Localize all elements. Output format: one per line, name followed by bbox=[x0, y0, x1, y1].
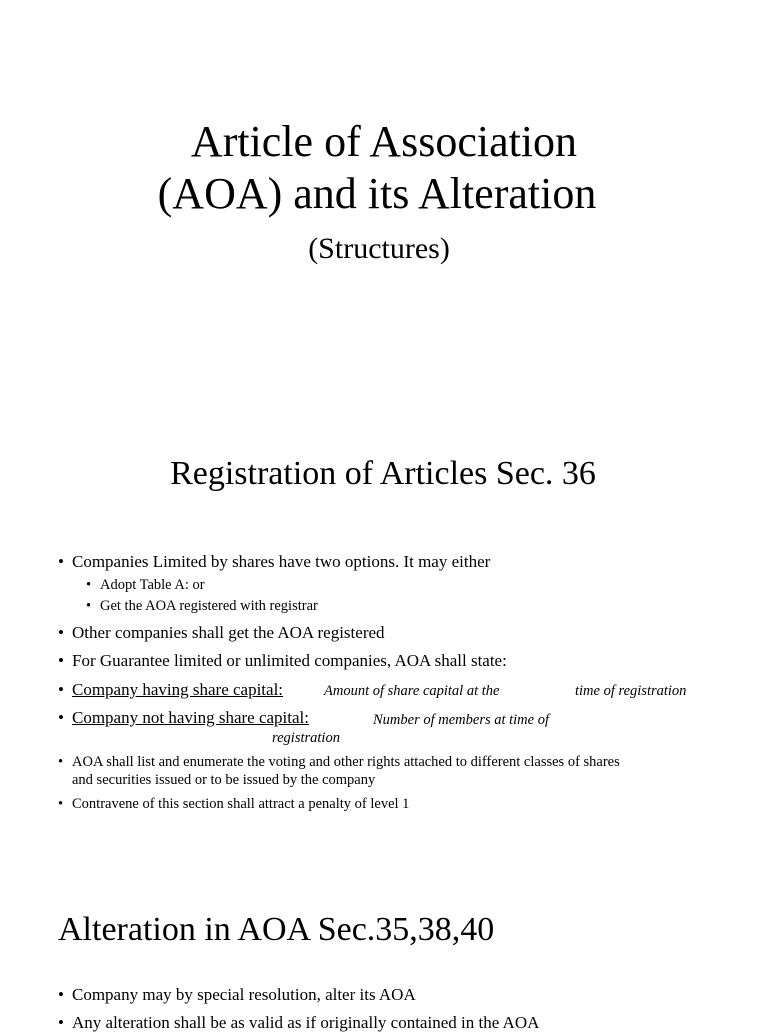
bullet-text: Get the AOA registered with registrar bbox=[100, 598, 318, 614]
bullet-label: Company having share capital: bbox=[72, 680, 284, 699]
alteration-title: Alteration in AOA Sec.35,38,40 bbox=[58, 911, 495, 948]
bullet-icon: • bbox=[58, 708, 64, 727]
bullet-value: Amount of share capital at the bbox=[324, 683, 500, 699]
bullet-icon: • bbox=[58, 985, 64, 1004]
bullet-icon: • bbox=[58, 680, 64, 699]
bullet-text: Company may by special resolution, alter its AOA bbox=[72, 985, 416, 1004]
bullet-text: and securities issued or to be issued by the company bbox=[72, 772, 376, 788]
bullet-value: time of registration bbox=[575, 683, 687, 699]
bullet-value: Number of members at time of bbox=[373, 712, 549, 728]
title-slide bbox=[0, 0, 768, 430]
bullet-label: Company not having share capital: bbox=[72, 708, 309, 727]
title-line-2: (AOA) and its Alteration bbox=[157, 169, 597, 218]
bullet-icon: • bbox=[58, 796, 64, 812]
bullet-text: Any alteration shall be as valid as if originally contained in the AOA bbox=[72, 1013, 540, 1032]
bullet-icon: • bbox=[58, 651, 64, 670]
bullet-icon: • bbox=[86, 598, 92, 614]
bullet-text: AOA shall list and enumerate the voting and other rights attached to different classes of shares bbox=[72, 754, 620, 770]
bullet-icon: • bbox=[86, 577, 92, 593]
title-subtitle: (Structures) bbox=[308, 232, 450, 265]
bullet-icon: • bbox=[58, 623, 64, 642]
bullet-value: registration bbox=[272, 730, 340, 746]
bullet-icon: • bbox=[58, 754, 64, 770]
bullet-text: Contravene of this section shall attract a penalty of level 1 bbox=[72, 796, 410, 812]
registration-title: Registration of Articles Sec. 36 bbox=[170, 455, 596, 492]
bullet-text: Adopt Table A: or bbox=[100, 577, 205, 593]
bullet-text: Companies Limited by shares have two options. It may either bbox=[72, 552, 491, 571]
bullet-icon: • bbox=[58, 552, 64, 571]
bullet-text: For Guarantee limited or unlimited companies, AOA shall state: bbox=[72, 651, 507, 670]
bullet-icon: • bbox=[58, 1013, 64, 1032]
title-line-1: Article of Association bbox=[190, 117, 578, 166]
bullet-text: Other companies shall get the AOA registered bbox=[72, 623, 385, 642]
